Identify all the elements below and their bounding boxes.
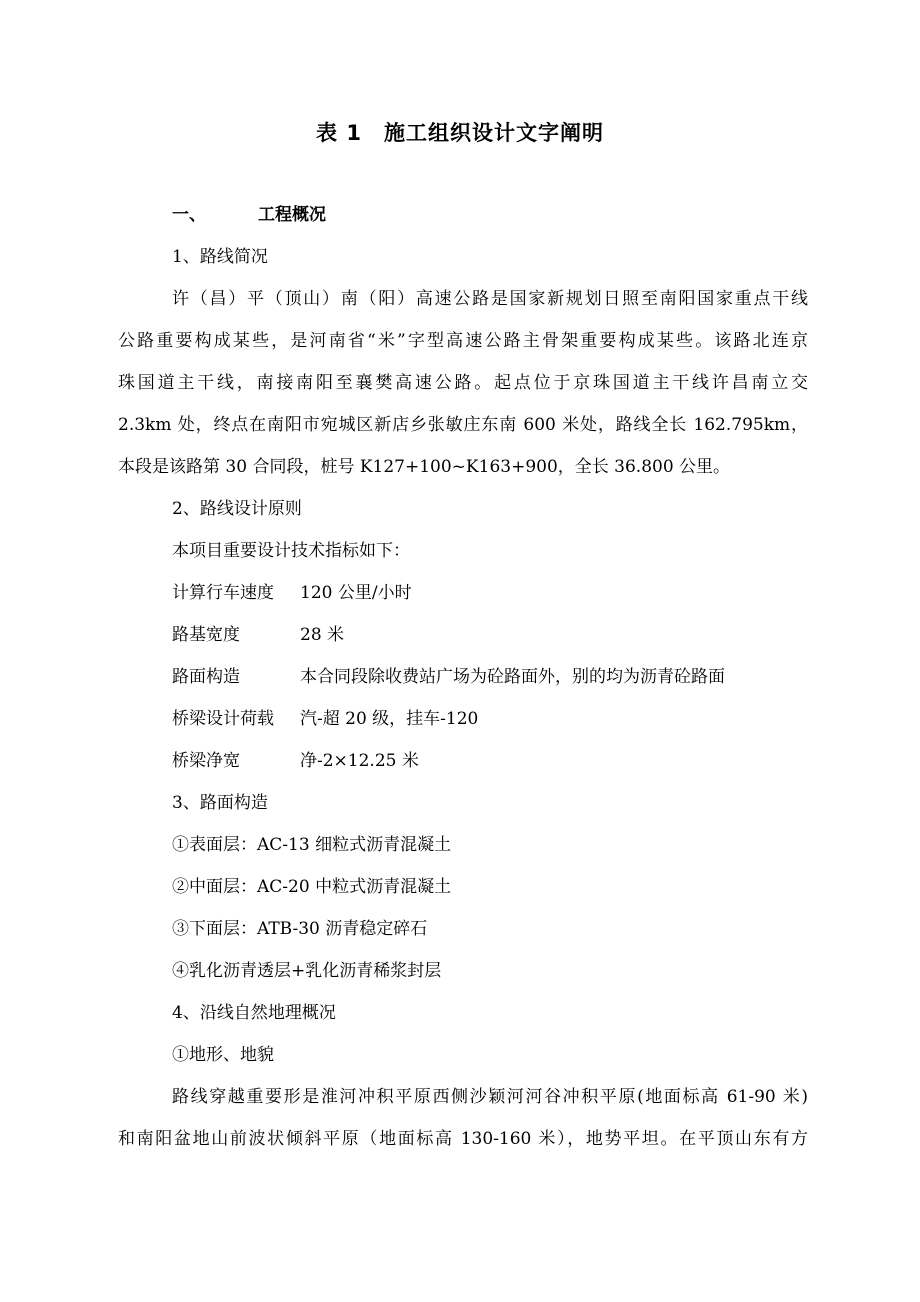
spec-label: 计算行车速度 [172,583,274,603]
pavement-layer: ③下面层：ATB-30 沥青稳定碎石 [172,919,428,939]
spec-value: 28 米 [300,625,345,645]
document-title [0,117,920,147]
table-number: 表 1 [316,121,362,145]
spec-row [172,623,862,647]
paragraph-line: 珠国道主干线，南接南阳至襄樊高速公路。起点位于京珠国道主干线许昌南立交 [118,373,808,393]
title-text: 施工组织设计文字阐明 [383,121,604,145]
subheading-terrain: ①地形、地貌 [172,1045,274,1065]
paragraph-line: 本段是该路第 30 合同段，桩号 K127+100~K163+900，全长 36.800 公里。 [118,457,731,477]
spec-intro: 本项目重要设计技术指标如下： [172,541,410,561]
subheading-natural-geography: 4、沿线自然地理概况 [172,1003,336,1023]
spec-row [172,581,862,605]
section-marker: 一、 [172,205,206,225]
spec-label: 桥梁净宽 [172,751,240,771]
paragraph-line: 2.3km 处，终点在南阳市宛城区新店乡张敏庄东南 600 米处，路线全长 162.795km， [118,415,808,435]
paragraph-line: 许（昌）平（顶山）南（阳）高速公路是国家新规划日照至南阳国家重点干线 [172,289,808,309]
paragraph-line: 公路重要构成某些，是河南省“米”字型高速公路主骨架重要构成某些。该路北连京 [118,331,808,351]
section-heading [172,203,862,227]
spec-row [172,707,862,731]
pavement-layer: ②中面层：AC-20 中粒式沥青混凝土 [172,877,452,897]
subheading-route-overview: 1、路线简况 [172,247,268,267]
pavement-layer: ④乳化沥青透层+乳化沥青稀浆封层 [172,961,442,981]
paragraph-line: 路线穿越重要形是淮河冲积平原西侧沙颖河河谷冲积平原(地面标高 61-90 米) [172,1087,808,1107]
subheading-pavement-structure: 3、路面构造 [172,793,268,813]
spec-row [172,665,862,689]
paragraph-line: 和南阳盆地山前波状倾斜平原（地面标高 130-160 米），地势平坦。在平顶山东有方 [118,1129,808,1149]
section-heading-text: 工程概况 [258,205,326,225]
subheading-design-principles: 2、路线设计原则 [172,499,302,519]
spec-row [172,749,862,773]
spec-label: 路面构造 [172,667,240,687]
spec-value: 本合同段除收费站广场为砼路面外，别的均为沥青砼路面 [300,667,725,687]
spec-label: 桥梁设计荷载 [172,709,274,729]
spec-value: 汽-超 20 级，挂车-120 [300,709,479,729]
spec-value: 净-2×12.25 米 [300,751,419,771]
pavement-layer: ①表面层：AC-13 细粒式沥青混凝土 [172,835,452,855]
spec-label: 路基宽度 [172,625,240,645]
spec-value: 120 公里/小时 [300,583,412,603]
